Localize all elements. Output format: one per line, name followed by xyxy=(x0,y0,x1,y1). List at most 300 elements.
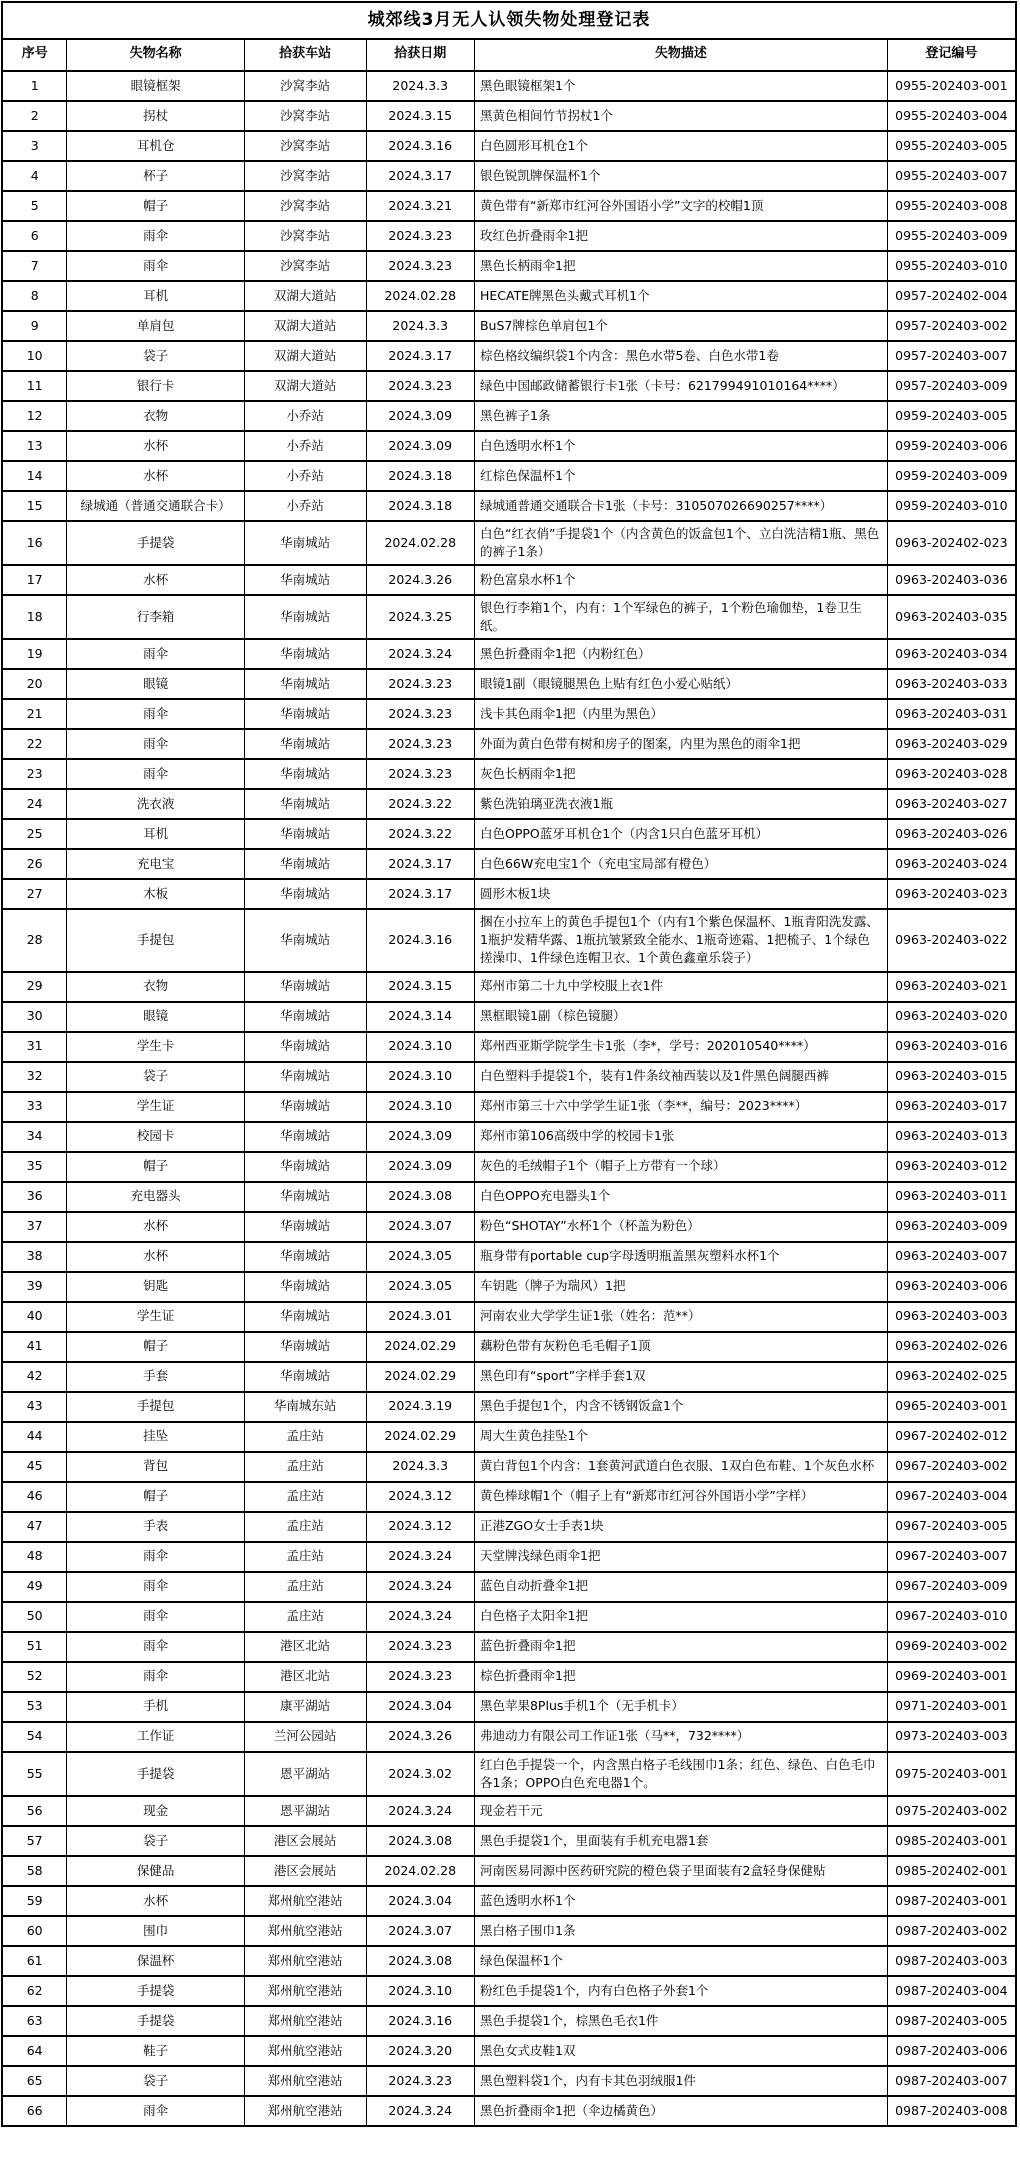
cell-date: 2024.3.07 xyxy=(366,1212,474,1242)
cell-station: 港区会展站 xyxy=(244,1856,366,1886)
cell-description: 棕色折叠雨伞1把 xyxy=(474,1662,887,1692)
cell-description: 郑州市第三十六中学学生证1张（李**，编号：2023****） xyxy=(474,1092,887,1122)
cell-date: 2024.3.20 xyxy=(366,2036,474,2066)
cell-index: 38 xyxy=(2,1242,67,1272)
table-row xyxy=(2,2066,1016,2096)
cell-index: 57 xyxy=(2,1826,67,1856)
table-row xyxy=(2,1002,1016,1032)
cell-index: 46 xyxy=(2,1482,67,1512)
cell-reg-no: 0987-202403-004 xyxy=(887,1976,1016,2006)
cell-index: 54 xyxy=(2,1722,67,1752)
cell-index: 9 xyxy=(2,311,67,341)
cell-reg-no: 0963-202403-026 xyxy=(887,819,1016,849)
cell-reg-no: 0963-202403-034 xyxy=(887,639,1016,669)
cell-index: 35 xyxy=(2,1152,67,1182)
cell-item-name: 手机 xyxy=(67,1692,244,1722)
cell-description: 灰色的毛绒帽子1个（帽子上方带有一个球） xyxy=(474,1152,887,1182)
cell-item-name: 充电器头 xyxy=(67,1182,244,1212)
header-index: 序号 xyxy=(2,39,67,71)
cell-station: 华南城站 xyxy=(244,1122,366,1152)
cell-description: 捆在小拉车上的黄色手提包1个（内有1个紫色保温杯、1瓶青阳洗发露、1瓶护发精华露、1瓶抗皱紧致全能水、1瓶奇迹霜、1把梳子、1个绿色搓澡巾、1件绿色连帽卫衣、1个黄色鑫童乐袋子） xyxy=(474,909,887,971)
cell-description: 绿色保温杯1个 xyxy=(474,1946,887,1976)
cell-item-name: 衣物 xyxy=(67,401,244,431)
table-row xyxy=(2,1856,1016,1886)
cell-description: 黄色棒球帽1个（帽子上有“新郑市红河谷外国语小学”字样） xyxy=(474,1482,887,1512)
table-body xyxy=(2,71,1016,2126)
cell-station: 华南城东站 xyxy=(244,1392,366,1422)
cell-description: 郑州市第二十九中学校服上衣1件 xyxy=(474,972,887,1002)
cell-date: 2024.3.08 xyxy=(366,1182,474,1212)
cell-station: 华南城站 xyxy=(244,521,366,565)
cell-reg-no: 0963-202403-021 xyxy=(887,972,1016,1002)
cell-index: 11 xyxy=(2,371,67,401)
table-row xyxy=(2,849,1016,879)
cell-station: 小乔站 xyxy=(244,461,366,491)
cell-index: 34 xyxy=(2,1122,67,1152)
cell-item-name: 水杯 xyxy=(67,461,244,491)
cell-station: 华南城站 xyxy=(244,1212,366,1242)
cell-reg-no: 0963-202403-011 xyxy=(887,1182,1016,1212)
table-row xyxy=(2,1182,1016,1212)
cell-index: 63 xyxy=(2,2006,67,2036)
cell-date: 2024.3.18 xyxy=(366,491,474,521)
cell-date: 2024.3.16 xyxy=(366,2006,474,2036)
cell-date: 2024.3.04 xyxy=(366,1886,474,1916)
cell-reg-no: 0987-202403-006 xyxy=(887,2036,1016,2066)
cell-station: 郑州航空港站 xyxy=(244,2006,366,2036)
cell-index: 25 xyxy=(2,819,67,849)
cell-index: 30 xyxy=(2,1002,67,1032)
table-row xyxy=(2,819,1016,849)
table-row xyxy=(2,879,1016,909)
cell-date: 2024.3.01 xyxy=(366,1302,474,1332)
cell-station: 小乔站 xyxy=(244,491,366,521)
cell-item-name: 雨伞 xyxy=(67,1572,244,1602)
cell-index: 29 xyxy=(2,972,67,1002)
cell-item-name: 手提袋 xyxy=(67,1976,244,2006)
table-row xyxy=(2,1452,1016,1482)
lost-items-table xyxy=(1,1,1017,2127)
cell-station: 华南城站 xyxy=(244,1182,366,1212)
cell-station: 孟庄站 xyxy=(244,1602,366,1632)
cell-date: 2024.3.09 xyxy=(366,401,474,431)
cell-station: 华南城站 xyxy=(244,972,366,1002)
table-row xyxy=(2,759,1016,789)
cell-reg-no: 0963-202402-025 xyxy=(887,1362,1016,1392)
cell-item-name: 拐杖 xyxy=(67,101,244,131)
cell-reg-no: 0967-202403-005 xyxy=(887,1512,1016,1542)
cell-date: 2024.3.23 xyxy=(366,1632,474,1662)
cell-item-name: 雨伞 xyxy=(67,699,244,729)
cell-date: 2024.3.05 xyxy=(366,1242,474,1272)
cell-station: 华南城站 xyxy=(244,1302,366,1332)
cell-description: 现金若干元 xyxy=(474,1796,887,1826)
cell-station: 沙窝李站 xyxy=(244,191,366,221)
cell-index: 48 xyxy=(2,1542,67,1572)
cell-reg-no: 0987-202403-007 xyxy=(887,2066,1016,2096)
cell-index: 22 xyxy=(2,729,67,759)
cell-item-name: 雨伞 xyxy=(67,1662,244,1692)
cell-item-name: 雨伞 xyxy=(67,251,244,281)
cell-date: 2024.3.10 xyxy=(366,1062,474,1092)
cell-date: 2024.3.26 xyxy=(366,565,474,595)
table-title-row xyxy=(2,2,1016,39)
cell-reg-no: 0971-202403-001 xyxy=(887,1692,1016,1722)
cell-reg-no: 0955-202403-008 xyxy=(887,191,1016,221)
cell-description: 天堂牌浅绿色雨伞1把 xyxy=(474,1542,887,1572)
cell-station: 华南城站 xyxy=(244,565,366,595)
cell-index: 47 xyxy=(2,1512,67,1542)
cell-item-name: 雨伞 xyxy=(67,2096,244,2126)
table-row xyxy=(2,595,1016,639)
cell-station: 华南城站 xyxy=(244,1092,366,1122)
cell-description: 藕粉色带有灰粉色毛毛帽子1顶 xyxy=(474,1332,887,1362)
cell-station: 华南城站 xyxy=(244,849,366,879)
cell-station: 沙窝李站 xyxy=(244,161,366,191)
cell-reg-no: 0959-202403-005 xyxy=(887,401,1016,431)
table-row xyxy=(2,1122,1016,1152)
cell-station: 恩平湖站 xyxy=(244,1752,366,1796)
cell-item-name: 充电宝 xyxy=(67,849,244,879)
cell-description: 蓝色折叠雨伞1把 xyxy=(474,1632,887,1662)
cell-station: 华南城站 xyxy=(244,729,366,759)
cell-reg-no: 0955-202403-007 xyxy=(887,161,1016,191)
cell-date: 2024.3.17 xyxy=(366,849,474,879)
cell-date: 2024.3.09 xyxy=(366,1122,474,1152)
cell-reg-no: 0963-202403-023 xyxy=(887,879,1016,909)
cell-station: 华南城站 xyxy=(244,909,366,971)
cell-item-name: 挂坠 xyxy=(67,1422,244,1452)
cell-station: 郑州航空港站 xyxy=(244,2096,366,2126)
cell-index: 31 xyxy=(2,1032,67,1062)
cell-item-name: 单肩包 xyxy=(67,311,244,341)
cell-reg-no: 0967-202403-007 xyxy=(887,1542,1016,1572)
table-row xyxy=(2,1752,1016,1796)
cell-date: 2024.3.26 xyxy=(366,1722,474,1752)
cell-item-name: 手提袋 xyxy=(67,521,244,565)
cell-item-name: 手表 xyxy=(67,1512,244,1542)
cell-index: 13 xyxy=(2,431,67,461)
cell-description: 圆形木板1块 xyxy=(474,879,887,909)
cell-index: 41 xyxy=(2,1332,67,1362)
cell-station: 康平湖站 xyxy=(244,1692,366,1722)
header-station: 拾获车站 xyxy=(244,39,366,71)
table-row xyxy=(2,1332,1016,1362)
cell-station: 沙窝李站 xyxy=(244,131,366,161)
cell-index: 43 xyxy=(2,1392,67,1422)
table-row xyxy=(2,1482,1016,1512)
cell-date: 2024.3.22 xyxy=(366,819,474,849)
cell-item-name: 学生卡 xyxy=(67,1032,244,1062)
cell-description: 白色OPPO充电器头1个 xyxy=(474,1182,887,1212)
cell-date: 2024.3.24 xyxy=(366,1602,474,1632)
cell-item-name: 鞋子 xyxy=(67,2036,244,2066)
table-row xyxy=(2,789,1016,819)
cell-description: 眼镜1副（眼镜腿黑色上贴有红色小爱心贴纸） xyxy=(474,669,887,699)
cell-reg-no: 0963-202403-028 xyxy=(887,759,1016,789)
cell-date: 2024.3.23 xyxy=(366,699,474,729)
cell-reg-no: 0985-202402-001 xyxy=(887,1856,1016,1886)
table-row xyxy=(2,521,1016,565)
cell-index: 14 xyxy=(2,461,67,491)
cell-item-name: 绿城通（普通交通联合卡） xyxy=(67,491,244,521)
cell-item-name: 帽子 xyxy=(67,191,244,221)
cell-description: 黑色长柄雨伞1把 xyxy=(474,251,887,281)
cell-index: 59 xyxy=(2,1886,67,1916)
table-row xyxy=(2,972,1016,1002)
table-row xyxy=(2,909,1016,971)
table-row xyxy=(2,1946,1016,1976)
cell-description: 黑色手提袋1个，里面装有手机充电器1套 xyxy=(474,1826,887,1856)
cell-station: 孟庄站 xyxy=(244,1422,366,1452)
cell-description: 黑色眼镜框架1个 xyxy=(474,71,887,101)
cell-index: 56 xyxy=(2,1796,67,1826)
cell-index: 12 xyxy=(2,401,67,431)
cell-reg-no: 0963-202403-024 xyxy=(887,849,1016,879)
cell-station: 华南城站 xyxy=(244,1002,366,1032)
cell-reg-no: 0963-202403-022 xyxy=(887,909,1016,971)
cell-reg-no: 0963-202403-009 xyxy=(887,1212,1016,1242)
cell-reg-no: 0975-202403-001 xyxy=(887,1752,1016,1796)
cell-item-name: 校园卡 xyxy=(67,1122,244,1152)
cell-station: 华南城站 xyxy=(244,879,366,909)
table-row xyxy=(2,161,1016,191)
cell-index: 36 xyxy=(2,1182,67,1212)
cell-index: 65 xyxy=(2,2066,67,2096)
page-title: 城郊线3月无人认领失物处理登记表 xyxy=(2,2,1016,39)
cell-station: 郑州航空港站 xyxy=(244,1886,366,1916)
table-row xyxy=(2,1916,1016,1946)
cell-reg-no: 0987-202403-002 xyxy=(887,1916,1016,1946)
cell-reg-no: 0973-202403-003 xyxy=(887,1722,1016,1752)
table-row xyxy=(2,71,1016,101)
table-row xyxy=(2,311,1016,341)
cell-reg-no: 0959-202403-006 xyxy=(887,431,1016,461)
cell-station: 华南城站 xyxy=(244,1362,366,1392)
table-row xyxy=(2,341,1016,371)
cell-station: 沙窝李站 xyxy=(244,101,366,131)
cell-item-name: 袋子 xyxy=(67,1826,244,1856)
cell-description: 红棕色保温杯1个 xyxy=(474,461,887,491)
table-header-row xyxy=(2,39,1016,71)
cell-description: 黑色折叠雨伞1把（伞边橘黄色） xyxy=(474,2096,887,2126)
cell-reg-no: 0987-202403-005 xyxy=(887,2006,1016,2036)
cell-item-name: 雨伞 xyxy=(67,729,244,759)
cell-reg-no: 0963-202403-029 xyxy=(887,729,1016,759)
cell-station: 沙窝李站 xyxy=(244,251,366,281)
cell-reg-no: 0955-202403-001 xyxy=(887,71,1016,101)
cell-description: 黄白背包1个内含：1套黄河武道白色衣服、1双白色布鞋、1个灰色水杯 xyxy=(474,1452,887,1482)
table-row xyxy=(2,1512,1016,1542)
cell-station: 郑州航空港站 xyxy=(244,1976,366,2006)
cell-date: 2024.02.28 xyxy=(366,281,474,311)
cell-index: 49 xyxy=(2,1572,67,1602)
cell-index: 10 xyxy=(2,341,67,371)
cell-date: 2024.3.21 xyxy=(366,191,474,221)
cell-index: 61 xyxy=(2,1946,67,1976)
cell-station: 孟庄站 xyxy=(244,1542,366,1572)
table-row xyxy=(2,371,1016,401)
table-row xyxy=(2,1302,1016,1332)
cell-description: 郑州西亚斯学院学生卡1张（李*，学号：202010540****） xyxy=(474,1032,887,1062)
cell-date: 2024.3.23 xyxy=(366,759,474,789)
cell-reg-no: 0967-202403-009 xyxy=(887,1572,1016,1602)
cell-date: 2024.3.02 xyxy=(366,1752,474,1796)
cell-index: 23 xyxy=(2,759,67,789)
table-row xyxy=(2,461,1016,491)
cell-description: 黑框眼镜1副（棕色镜腿） xyxy=(474,1002,887,1032)
cell-date: 2024.02.29 xyxy=(366,1332,474,1362)
cell-item-name: 雨伞 xyxy=(67,639,244,669)
cell-date: 2024.3.10 xyxy=(366,1092,474,1122)
cell-reg-no: 0967-202403-010 xyxy=(887,1602,1016,1632)
cell-station: 华南城站 xyxy=(244,595,366,639)
cell-item-name: 雨伞 xyxy=(67,1602,244,1632)
cell-item-name: 保温杯 xyxy=(67,1946,244,1976)
table-row xyxy=(2,1602,1016,1632)
cell-index: 19 xyxy=(2,639,67,669)
cell-item-name: 围巾 xyxy=(67,1916,244,1946)
cell-date: 2024.3.16 xyxy=(366,131,474,161)
cell-index: 44 xyxy=(2,1422,67,1452)
cell-station: 华南城站 xyxy=(244,1332,366,1362)
cell-reg-no: 0963-202403-012 xyxy=(887,1152,1016,1182)
cell-reg-no: 0963-202403-027 xyxy=(887,789,1016,819)
cell-reg-no: 0985-202403-001 xyxy=(887,1826,1016,1856)
cell-reg-no: 0963-202403-031 xyxy=(887,699,1016,729)
cell-station: 郑州航空港站 xyxy=(244,2036,366,2066)
cell-item-name: 耳机仓 xyxy=(67,131,244,161)
table-row xyxy=(2,2006,1016,2036)
header-item-name: 失物名称 xyxy=(67,39,244,71)
cell-date: 2024.3.23 xyxy=(366,2066,474,2096)
cell-reg-no: 0957-202403-002 xyxy=(887,311,1016,341)
cell-reg-no: 0963-202402-026 xyxy=(887,1332,1016,1362)
cell-index: 26 xyxy=(2,849,67,879)
cell-index: 28 xyxy=(2,909,67,971)
cell-date: 2024.3.14 xyxy=(366,1002,474,1032)
cell-station: 孟庄站 xyxy=(244,1482,366,1512)
cell-description: 郑州市第106高级中学的校园卡1张 xyxy=(474,1122,887,1152)
cell-date: 2024.3.3 xyxy=(366,1452,474,1482)
cell-description: 黑色折叠雨伞1把（内粉红色） xyxy=(474,639,887,669)
cell-item-name: 水杯 xyxy=(67,431,244,461)
cell-index: 20 xyxy=(2,669,67,699)
table-row xyxy=(2,1572,1016,1602)
table-row xyxy=(2,639,1016,669)
cell-item-name: 眼镜 xyxy=(67,1002,244,1032)
table-row xyxy=(2,131,1016,161)
cell-description: HECATE牌黑色头戴式耳机1个 xyxy=(474,281,887,311)
cell-date: 2024.3.24 xyxy=(366,1796,474,1826)
cell-reg-no: 0967-202403-004 xyxy=(887,1482,1016,1512)
cell-index: 62 xyxy=(2,1976,67,2006)
cell-date: 2024.3.16 xyxy=(366,909,474,971)
cell-station: 华南城站 xyxy=(244,1152,366,1182)
cell-item-name: 工作证 xyxy=(67,1722,244,1752)
cell-index: 17 xyxy=(2,565,67,595)
cell-index: 27 xyxy=(2,879,67,909)
cell-index: 40 xyxy=(2,1302,67,1332)
cell-index: 50 xyxy=(2,1602,67,1632)
table-row xyxy=(2,1542,1016,1572)
cell-station: 华南城站 xyxy=(244,699,366,729)
cell-reg-no: 0955-202403-005 xyxy=(887,131,1016,161)
cell-date: 2024.3.24 xyxy=(366,2096,474,2126)
cell-reg-no: 0963-202403-036 xyxy=(887,565,1016,595)
cell-date: 2024.3.23 xyxy=(366,669,474,699)
cell-station: 华南城站 xyxy=(244,819,366,849)
cell-date: 2024.02.29 xyxy=(366,1422,474,1452)
cell-date: 2024.3.23 xyxy=(366,1662,474,1692)
cell-description: 浅卡其色雨伞1把（内里为黑色） xyxy=(474,699,887,729)
table-row xyxy=(2,1272,1016,1302)
cell-description: 灰色长柄雨伞1把 xyxy=(474,759,887,789)
cell-description: 正港ZGO女士手表1块 xyxy=(474,1512,887,1542)
cell-description: 黄色带有“新郑市红河谷外国语小学”文字的校帽1顶 xyxy=(474,191,887,221)
cell-description: 车钥匙（牌子为瑞风）1把 xyxy=(474,1272,887,1302)
cell-item-name: 手提包 xyxy=(67,1392,244,1422)
cell-item-name: 袋子 xyxy=(67,341,244,371)
table-row xyxy=(2,281,1016,311)
table-row xyxy=(2,565,1016,595)
cell-station: 双湖大道站 xyxy=(244,281,366,311)
cell-date: 2024.3.04 xyxy=(366,1692,474,1722)
table-row xyxy=(2,1092,1016,1122)
cell-date: 2024.3.10 xyxy=(366,1032,474,1062)
table-row xyxy=(2,1392,1016,1422)
cell-description: 粉色富泉水杯1个 xyxy=(474,565,887,595)
table-row xyxy=(2,1662,1016,1692)
cell-index: 2 xyxy=(2,101,67,131)
cell-index: 51 xyxy=(2,1632,67,1662)
cell-index: 37 xyxy=(2,1212,67,1242)
cell-station: 港区北站 xyxy=(244,1632,366,1662)
table-row xyxy=(2,1976,1016,2006)
cell-item-name: 衣物 xyxy=(67,972,244,1002)
table-row xyxy=(2,1212,1016,1242)
cell-description: 白色“红衣俏”手提袋1个（内含黄色的饭盒包1个、立白洗洁精1瓶、黑色的裤子1条） xyxy=(474,521,887,565)
cell-station: 兰河公园站 xyxy=(244,1722,366,1752)
table-row xyxy=(2,251,1016,281)
cell-index: 7 xyxy=(2,251,67,281)
cell-index: 33 xyxy=(2,1092,67,1122)
cell-station: 孟庄站 xyxy=(244,1572,366,1602)
cell-description: 黑色苹果8Plus手机1个（无手机卡） xyxy=(474,1692,887,1722)
cell-index: 5 xyxy=(2,191,67,221)
cell-reg-no: 0963-202403-003 xyxy=(887,1302,1016,1332)
table-row xyxy=(2,1362,1016,1392)
cell-station: 华南城站 xyxy=(244,1242,366,1272)
cell-reg-no: 0963-202403-020 xyxy=(887,1002,1016,1032)
cell-reg-no: 0969-202403-002 xyxy=(887,1632,1016,1662)
table-row xyxy=(2,699,1016,729)
cell-item-name: 洗衣液 xyxy=(67,789,244,819)
cell-item-name: 现金 xyxy=(67,1796,244,1826)
cell-reg-no: 0963-202403-015 xyxy=(887,1062,1016,1092)
cell-station: 郑州航空港站 xyxy=(244,1916,366,1946)
cell-description: 黑色女式皮鞋1双 xyxy=(474,2036,887,2066)
cell-reg-no: 0963-202402-023 xyxy=(887,521,1016,565)
cell-description: 玫红色折叠雨伞1把 xyxy=(474,221,887,251)
cell-description: 白色透明水杯1个 xyxy=(474,431,887,461)
cell-description: 白色圆形耳机仓1个 xyxy=(474,131,887,161)
table-row xyxy=(2,2096,1016,2126)
cell-station: 华南城站 xyxy=(244,1032,366,1062)
cell-index: 18 xyxy=(2,595,67,639)
cell-description: 河南医易同源中医药研究院的橙色袋子里面装有2盒轻身保健贴 xyxy=(474,1856,887,1886)
cell-description: 粉色“SHOTAY”水杯1个（杯盖为粉色） xyxy=(474,1212,887,1242)
